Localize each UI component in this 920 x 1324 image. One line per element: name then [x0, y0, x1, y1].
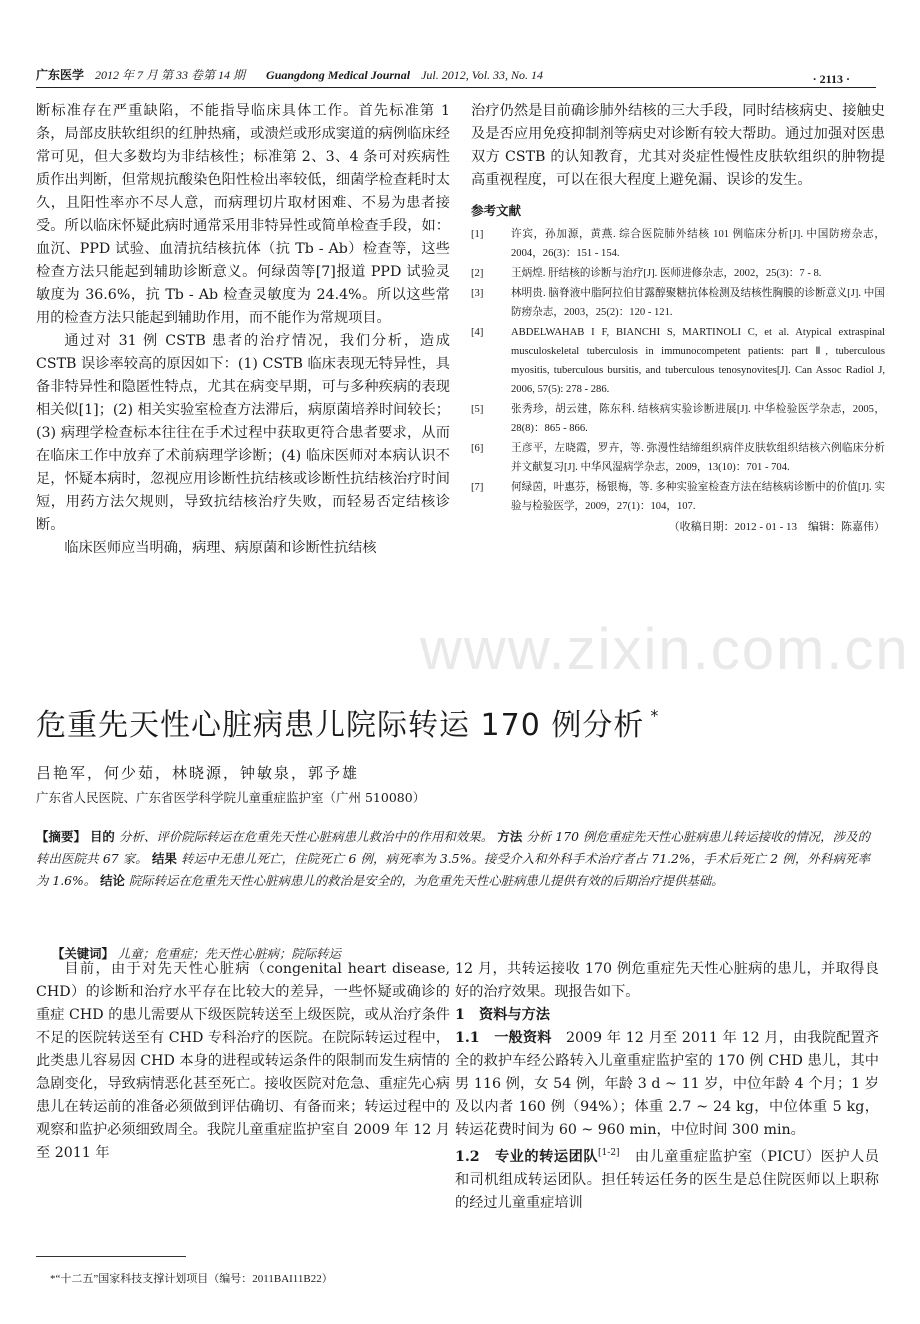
reference-number: [3] [471, 288, 484, 299]
article-left-column [36, 958, 450, 1165]
abstract-label: 【摘要】 [36, 829, 86, 844]
reference-number: [5] [471, 404, 484, 415]
reference-item [471, 225, 885, 263]
subsection-heading: 1.2 专业的转运团队 [455, 1149, 599, 1165]
abstract-purpose-label: 目的 [89, 829, 115, 844]
reference-text: 王彦平，左晓霞，罗卉，等. 弥漫性结缔组织病伴皮肤软组织结核六例临床分析并文献复习[J]. 中华风湿病学杂志，2009，13(10)：701 - 704. [511, 443, 885, 473]
footnote-rule [36, 1256, 186, 1257]
abstract-conclusion-text: 院际转运在危重先天性心脏病患儿的救治是安全的，为危重先天性心脏病患儿提供有效的后期治疗提供基础。 [128, 873, 724, 888]
reference-item [471, 400, 885, 438]
abstract-conclusion-label: 结论 [100, 873, 125, 888]
abstract [36, 826, 870, 892]
body-paragraph: 12 月，共转运接收 170 例危重症先天性心脏病的患儿，并取得良好的治疗效果。现报告如下。 [455, 961, 879, 1000]
issue-cn: 2012 年 7 月 第 33 卷第 14 期 [95, 68, 246, 82]
subsection-heading: 1.1 一般资料 [455, 1030, 552, 1046]
reference-text: 王炳煌. 肝结核的诊断与治疗[J]. 医师进修杂志，2002，25(3)：7 - 8. [511, 268, 822, 279]
references-heading: 参考文献 [471, 203, 522, 218]
reference-text: 张秀珍，胡云建，陈东科. 结核病实验诊断进展[J]. 中华检验医学杂志，2005，28(8)：865 - 866. [511, 404, 885, 434]
abstract-methods-label: 方法 [497, 829, 523, 844]
reference-item [471, 284, 885, 322]
reference-number: [4] [471, 327, 484, 338]
title-footnote-mark: * [650, 706, 660, 725]
footnote: *“十二五”国家科技支撑计划项目（编号：2011BAI11B22） [50, 1273, 333, 1285]
reference-text: 许宾，孙加源，黄燕. 综合医院肺外结核 101 例临床分析[J]. 中国防痨杂志，2004，26(3)：151 - 154. [511, 229, 885, 259]
reference-item [471, 264, 885, 283]
body-paragraph: 断标准存在严重缺陷，不能指导临床具体工作。首先标准第 1 条，局部皮肤软组织的红肿热痛，或溃烂或形成窦道的病例临床经常可见，但大多数均为非结核性；标准第 2、3、4 条可对疾病性质作出判断，但常规抗酸染色阳性检出率较低，细菌学检查耗时太久，且阳性率亦不尽人意，而病理切片取材困难、不易为患者接受。所以临床怀疑此病时通常采用非特异性或简单检查手段，如：血沉、PPD 试验、血清抗结核抗体（抗 Tb - Ab）检查等，这些检查方法只能起到辅助诊断意义。何绿茵等[7]报道 PPD 试验灵敏度为 36.6%，抗 Tb - Ab 检查灵敏度为 24.4%。所以这些常用的检查方法只能起到辅助作用，而不能作为常规项目。 [36, 103, 450, 326]
keywords-text: 儿童；危重症；先天性心脏病；院际转运 [117, 946, 341, 961]
body-paragraph: 由儿童重症监护室（PICU）医护人员和司机组成转运团队。担任转运任务的医生是总住院医师以上职称的经过儿童重症培训 [455, 1149, 879, 1211]
reference-text: 何绿茵，叶惠芬，杨银梅，等. 多种实验室检查方法在结核病诊断中的价值[J]. 实验与检验医学，2009，27(1)：104，107. [511, 482, 885, 512]
body-paragraph: 2009 年 12 月至 2011 年 12 月，由我院配置齐全的救护车经公路转入儿童重症监护室的 170 例 CHD 患儿，其中男 116 例，女 54 例，年龄 3 d ~ 11 岁，中位年龄 4 个月；1 岁及以内者 160 例（94%）；体重 2.7 ~ 24 kg，中位体重 5 kg，转运花费时间为 60 ~ 960 min，中位时间 300 min。 [455, 1030, 879, 1138]
reference-text: 林明贵. 脑脊液中脂阿拉伯甘露醇聚糖抗体检测及结核性胸膜的诊断意义[J]. 中国防痨杂志，2003，25(2)：120 - 121. [511, 288, 885, 318]
reference-number: [1] [471, 229, 484, 240]
reference-list [471, 225, 885, 516]
article-title [36, 700, 659, 744]
body-paragraph: 治疗仍然是目前确诊肺外结核的三大手段，同时结核病史、接触史及是否应用免疫抑制剂等病史对诊断有较大帮助。通过加强对医患双方 CSTB 的认知教育，尤其对炎症性慢性皮肤软组织的肿物提高重视程度，可以在很大程度上避免漏、误诊的发生。 [471, 103, 885, 188]
body-paragraph: 通过对 31 例 CSTB 患者的治疗情况，我们分析，造成 CSTB 误诊率较高的原因如下：(1) CSTB 临床表现无特异性，具备非特异性和隐匿性特点，尤其在病变早期，可与多种疾病的表现相关似[1]；(2) 相关实验室检查方法滞后，病原菌培养时间较长；(3) 病理学检查标本往往在手术过程中获取更符合患者要求，从而在临床工作中放弃了术前病理学诊断；(4) 临床医师对本病认识不足，怀疑本病时，忽视应用诊断性抗结核或诊断性抗结核治疗时间短，用药方法欠规则，导致抗结核治疗失败，而轻易否定结核诊断。 [36, 333, 450, 533]
header-rule [36, 87, 876, 88]
reference-item [471, 478, 885, 516]
body-paragraph: 临床医师应当明确，病理、病原菌和诊断性抗结核 [64, 540, 377, 556]
reference-number: [6] [471, 443, 484, 454]
journal-name-en: Guangdong Medical Journal [266, 68, 411, 82]
citation: [1-2] [598, 1148, 620, 1158]
watermark: www.zixin.com.cn [420, 617, 910, 682]
keywords-label: 【关键词】 [52, 946, 114, 961]
received-date: （收稿日期：2012 - 01 - 13 编辑：陈嘉伟） [668, 521, 885, 533]
section-heading: 1 资料与方法 [455, 1007, 550, 1023]
abstract-results-label: 结果 [151, 851, 178, 866]
journal-name-cn: 广东医学 [36, 68, 85, 82]
running-header [36, 66, 543, 83]
reference-item [471, 439, 885, 477]
reference-number: [2] [471, 268, 484, 279]
reference-number: [7] [471, 482, 484, 493]
prev-article-right-column [471, 100, 885, 536]
abstract-results-text: 转运中无患儿死亡，住院死亡 6 例，病死率为 3.5%。接受介入和外科手术治疗者占 71.2%，手术后死亡 2 例，外科病死率为 1.6%。 [36, 851, 870, 888]
abstract-purpose-text: 分析、评价院际转运在危重先天性心脏病患儿救治中的作用和效果。 [118, 829, 494, 844]
body-paragraph: 目前，由于对先天性心脏病（congenital heart disease, CHD）的诊断和治疗水平存在比较大的差异，一些怀疑或确诊的重症 CHD 的患儿需要从下级医院转送至上级医院，或从治疗条件不足的医院转送至有 CHD 专科治疗的医院。在院际转运过程中，此类患儿容易因 CHD 本身的进程或转运条件的限制而发生病情的急剧变化，导致病情恶化甚至死亡。接收医院对危急、重症先心病患儿在转运前的准备必须做到评估确切、有备而来；转运过程中的观察和监护必须细致周全。我院儿童重症监护室自 2009 年 12 月至 2011 年 [36, 961, 450, 1161]
reference-text: ABDELWAHAB I F, BIANCHI S, MARTINOLI C, et al. Atypical extraspinal musculoskeletal tuberculosis in immunocompetent patients: part Ⅱ, tuberculous myositis, tuberculous bursitis, and tuberculous tenosynovites[J]. Can Assoc Radiol J, 2006, 57(5): 278 - 286. [511, 327, 885, 395]
page-number: · 2113 · [812, 72, 850, 86]
article-affiliation: 广东省人民医院、广东省医学科学院儿童重症监护室（广州 510080） [36, 790, 426, 805]
reference-item [471, 323, 885, 399]
issue-en: Jul. 2012, Vol. 33, No. 14 [421, 68, 544, 82]
article-title-text: 危重先天性心脏病患儿院际转运 170 例分析 [36, 708, 645, 743]
article-right-column [455, 958, 879, 1215]
article-authors: 吕艳军，何少茹，林晓源，钟敏泉，郭予雄 [36, 764, 360, 782]
abstract-methods-text: 分析 170 例危重症先天性心脏病患儿转运接收的情况，涉及的转出医院共 67 家。 [36, 829, 870, 866]
prev-article-left-column [36, 100, 450, 560]
